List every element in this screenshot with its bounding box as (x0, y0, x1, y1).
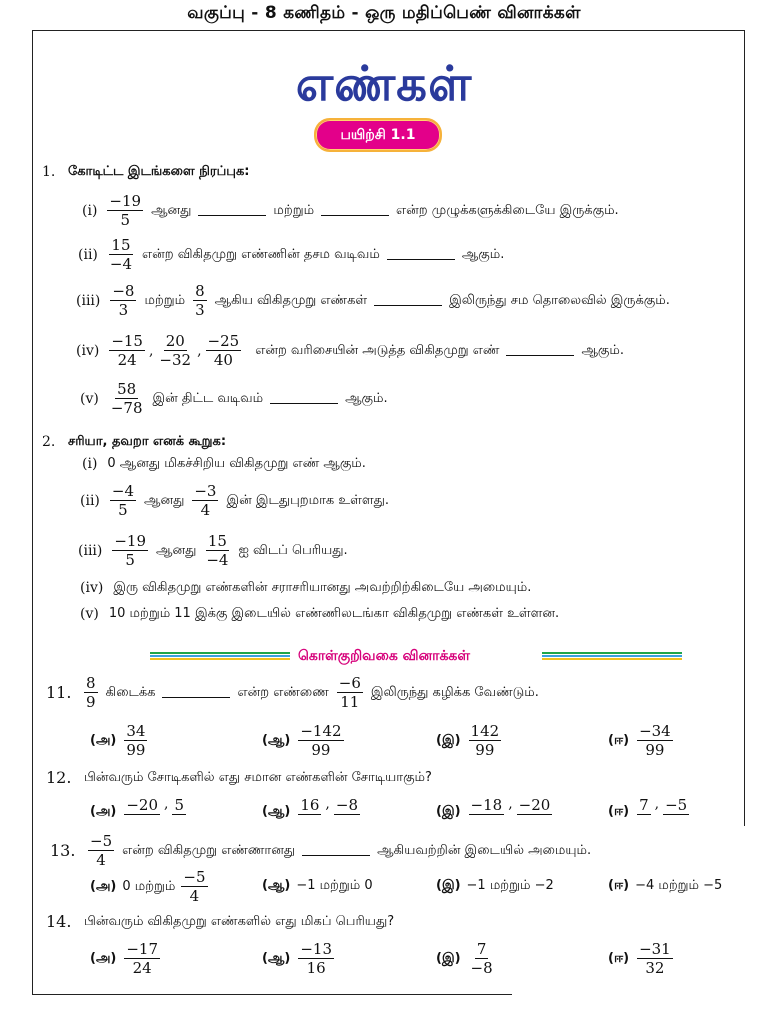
text: என்ற முழுக்களுக்கிடையே இருக்கும். (396, 202, 619, 218)
q13-option-a[interactable] (90, 868, 212, 905)
fraction (204, 532, 230, 569)
denominator: 3 (118, 301, 129, 319)
numerator: −4 (111, 482, 135, 500)
fraction (637, 722, 673, 759)
numerator: −8 (335, 796, 358, 814)
q11-option-c[interactable] (436, 722, 505, 759)
item-number: (i) (82, 456, 98, 472)
q2-iv (80, 580, 535, 596)
numerator: 15 (111, 236, 131, 254)
option-label: (இ) (436, 732, 461, 748)
q12-row (46, 768, 436, 787)
denominator: 4 (189, 887, 200, 905)
denominator: 99 (311, 741, 331, 759)
q2-iii (78, 532, 352, 569)
numerator: −5 (90, 832, 113, 850)
denominator: 5 (125, 551, 135, 569)
item-number: (iv) (76, 342, 100, 359)
fraction (337, 674, 363, 711)
fraction (112, 532, 148, 569)
page-frame-right (744, 30, 745, 826)
denominator: 24 (117, 351, 137, 369)
blank-line[interactable] (321, 205, 389, 216)
item-number: (iii) (78, 542, 103, 559)
numerator: −5 (183, 868, 206, 886)
q2-heading-row (42, 434, 226, 450)
text: மற்றும் (273, 202, 315, 218)
numerator: −142 (300, 722, 342, 740)
q2-v (80, 606, 563, 622)
denominator: −8 (470, 959, 493, 977)
blank-line[interactable] (506, 345, 574, 356)
option-label: (ஆ) (262, 950, 291, 966)
fraction (298, 940, 334, 977)
exercise-badge: பயிற்சி 1.1 (314, 118, 442, 152)
numerator: −3 (194, 482, 217, 500)
page-header: வகுப்பு - 8 கணிதம் - ஒரு மதிப்பெண் வினாக்கள் (187, 3, 581, 23)
denominator (482, 815, 491, 826)
text: 0 ஆனது மிகச்சிறிய விகிதமுறு எண் ஆகும். (107, 456, 366, 471)
text: −4 மற்றும் −5 (635, 878, 723, 893)
item-number: (i) (82, 202, 98, 219)
numerator: −13 (300, 940, 332, 958)
q2-ii (80, 482, 393, 519)
option-label: (அ) (90, 950, 117, 966)
blank-line[interactable] (270, 393, 338, 404)
option-label: (அ) (90, 878, 117, 894)
q13-row (50, 832, 595, 869)
numerator: −18 (470, 796, 503, 814)
denominator: 5 (118, 501, 128, 519)
q14-option-a[interactable] (90, 940, 164, 977)
numerator: −6 (338, 674, 361, 692)
numerator: 142 (470, 722, 500, 740)
q13-option-d[interactable] (608, 878, 724, 894)
q11-row (46, 674, 543, 711)
q1-i (82, 192, 623, 229)
numerator: 7 (639, 796, 649, 814)
text: ஆனது (151, 202, 192, 218)
option-label: (இ) (436, 878, 461, 893)
denominator (639, 815, 648, 826)
text: ஆனது (156, 542, 197, 558)
q1-iii (76, 282, 674, 319)
text: இன் திட்ட வடிவம் (152, 390, 264, 406)
item-number: (ii) (80, 492, 100, 509)
q13-option-c[interactable] (436, 878, 556, 894)
denominator: 3 (195, 301, 205, 319)
fraction (637, 796, 651, 826)
numerator: −25 (207, 332, 240, 350)
numerator: 5 (174, 796, 184, 814)
q1-iv: (iv) $\frac{-15}{24}$ , $\frac{20}{-32}$ , $\frac{-25}{40}$ என்ற வரிசையின் அடுத்த விகிதமுறு எண் ஆகும். (76, 332, 624, 369)
blank-line[interactable] (387, 249, 455, 260)
q11-option-a[interactable] (90, 722, 151, 759)
numerator: 15 (207, 532, 227, 550)
numerator: −31 (639, 940, 671, 958)
denominator: 4 (96, 851, 106, 869)
numerator: 8 (195, 282, 205, 300)
item-number: (v) (80, 390, 99, 407)
option-label: (இ) (436, 804, 461, 819)
text: என்ற எண்ணை (237, 684, 329, 700)
text: −1 மற்றும் −2 (466, 878, 554, 893)
fraction (108, 236, 134, 273)
q1-v (80, 380, 392, 417)
text: ஆகும். (461, 246, 505, 262)
denominator: 40 (213, 351, 233, 369)
fraction (84, 674, 98, 711)
text: பின்வரும் விகிதமுறு எண்களில் எது மிகப் பெரியது? (84, 913, 395, 929)
page-frame-bottom (32, 994, 512, 995)
fraction (88, 832, 114, 869)
numerator: 20 (165, 332, 185, 350)
fraction (110, 482, 136, 519)
q13-option-b[interactable] (262, 878, 375, 894)
denominator: 24 (132, 959, 152, 977)
blank-line[interactable] (198, 205, 266, 216)
option-label: (அ) (90, 804, 117, 819)
option-label: (ஆ) (262, 878, 291, 893)
text: ஆகும். (581, 342, 624, 358)
option-label: (ஈ) (608, 950, 630, 966)
blank-line[interactable] (302, 845, 370, 856)
text: −1 மற்றும் 0 (296, 878, 373, 893)
q1-ii (78, 236, 508, 273)
denominator: 16 (306, 959, 326, 977)
fraction (107, 192, 143, 229)
fraction (334, 796, 360, 826)
numerator: −20 (126, 796, 158, 814)
fraction (124, 940, 160, 977)
numerator: 16 (300, 796, 320, 814)
option-label: (ஈ) (608, 732, 630, 748)
numerator: 34 (126, 722, 146, 740)
text: இன் இடதுபுறமாக உள்ளது. (226, 492, 390, 508)
fraction (124, 796, 160, 826)
numerator: 7 (476, 940, 487, 958)
numerator: −17 (126, 940, 158, 958)
fraction (157, 332, 193, 369)
q14-option-b[interactable] (262, 940, 338, 977)
item-number: (iv) (80, 580, 104, 596)
denominator: −78 (110, 399, 143, 417)
q1-heading: கோடிட்ட இடங்களை நிரப்புக: (68, 164, 250, 179)
item-number: (ii) (78, 246, 98, 263)
text: என்ற விகிதமுறு எண்ணின் தசம வடிவம் (142, 246, 380, 262)
q2-number: 2. (42, 434, 56, 450)
text: ஆனது (144, 492, 185, 508)
numerator: −8 (112, 282, 135, 300)
denominator: −32 (159, 351, 192, 369)
option-label: (ஈ) (608, 804, 630, 819)
q11-option-d[interactable] (608, 722, 677, 759)
fraction (206, 332, 242, 369)
fraction (172, 796, 186, 826)
q14-number: 14. (46, 912, 72, 931)
q12-option-b[interactable]: (ஆ) 16 , −8 (262, 796, 364, 826)
numerator: −19 (114, 532, 147, 550)
q14-option-c[interactable] (436, 940, 499, 977)
fraction (298, 722, 343, 759)
text: கிடைக்க (105, 684, 156, 700)
numerator: −34 (639, 722, 671, 740)
q2-i (82, 456, 370, 472)
blank-line[interactable] (374, 295, 442, 306)
denominator: 5 (120, 211, 130, 229)
blank-line[interactable] (162, 687, 230, 698)
denominator (305, 815, 314, 826)
fraction (663, 796, 689, 826)
option-label: (இ) (436, 950, 461, 966)
denominator: 9 (86, 693, 96, 711)
denominator: 99 (126, 741, 146, 759)
denominator: −4 (206, 551, 229, 569)
q14-option-d[interactable] (608, 940, 677, 977)
option-label: (ஆ) (262, 804, 291, 819)
q1-number: 1. (42, 164, 56, 180)
text: ஐ விடப் பெரியது. (238, 542, 348, 558)
denominator (343, 815, 352, 826)
q1-heading-row (42, 164, 250, 180)
numerator: −5 (665, 796, 688, 814)
option-label: (அ) (90, 732, 117, 748)
text: 0 மற்றும் (122, 878, 176, 894)
q12-option-a[interactable]: (அ) −20 , 5 (90, 796, 190, 826)
denominator (530, 815, 539, 826)
fraction (637, 940, 673, 977)
denominator (672, 815, 681, 826)
denominator: 32 (645, 959, 665, 977)
text: ஆகிய விகிதமுறு எண்கள் (214, 292, 368, 308)
fraction (109, 380, 145, 417)
denominator: 99 (475, 741, 495, 759)
q13-number: 13. (50, 841, 76, 860)
text: மற்றும் (144, 292, 186, 308)
section-heading: கொள்குறிவகை வினாக்கள் (297, 648, 471, 664)
numerator: −15 (111, 332, 143, 350)
q12-number: 12. (46, 768, 72, 787)
item-number: (v) (80, 606, 99, 622)
fraction (193, 282, 207, 319)
option-label: (ஆ) (262, 732, 291, 748)
item-number: (iii) (76, 292, 101, 309)
fraction (298, 796, 321, 826)
text: இரு விகிதமுறு எண்களின் சராசரியானது அவற்றிற்கிடையே அமையும். (113, 580, 532, 595)
text: 10 மற்றும் 11 இக்கு இடையில் எண்ணிலடங்கா விகிதமுறு எண்கள் உள்ளன. (108, 606, 560, 621)
denominator: 99 (645, 741, 665, 759)
denominator: 4 (200, 501, 211, 519)
denominator: −4 (109, 255, 133, 273)
numerator: 8 (86, 674, 96, 692)
fraction (110, 282, 136, 319)
fraction (109, 332, 145, 369)
text: பின்வரும் சோடிகளில் எது சமான எண்களின் சோடியாகும்? (84, 769, 432, 785)
fraction (181, 868, 207, 905)
q11-option-b[interactable] (262, 722, 348, 759)
text: இலிருந்து கழிக்க வேண்டும். (370, 684, 539, 700)
q11-number: 11. (46, 683, 72, 702)
q12-option-c[interactable]: (இ) −18 , −20 (436, 796, 556, 826)
chapter-title: எண்கள் (295, 56, 473, 112)
text: என்ற விகிதமுறு எண்ணானது (122, 842, 296, 858)
q12-option-d[interactable]: (ஈ) 7 , −5 (608, 796, 693, 826)
numerator: −20 (518, 796, 551, 814)
option-label: (ஈ) (608, 878, 630, 893)
denominator: 11 (340, 693, 360, 711)
denominator (175, 815, 184, 826)
denominator (138, 815, 147, 826)
fraction (469, 722, 502, 759)
fraction (469, 940, 495, 977)
q2-heading: சரியா, தவறா எனக் கூறுக: (68, 434, 227, 449)
fraction (124, 722, 147, 759)
text: இலிருந்து சம தொலைவில் இருக்கும். (449, 292, 670, 308)
numerator: −19 (109, 192, 142, 210)
fraction (192, 482, 218, 519)
text: ஆகியவற்றின் இடையில் அமையும். (377, 842, 592, 858)
text: என்ற வரிசையின் அடுத்த விகிதமுறு எண் (255, 342, 500, 358)
numerator: 58 (117, 380, 137, 398)
q14-row (46, 912, 398, 931)
text: ஆகும். (345, 390, 388, 406)
fraction (469, 796, 505, 826)
fraction (517, 796, 553, 826)
